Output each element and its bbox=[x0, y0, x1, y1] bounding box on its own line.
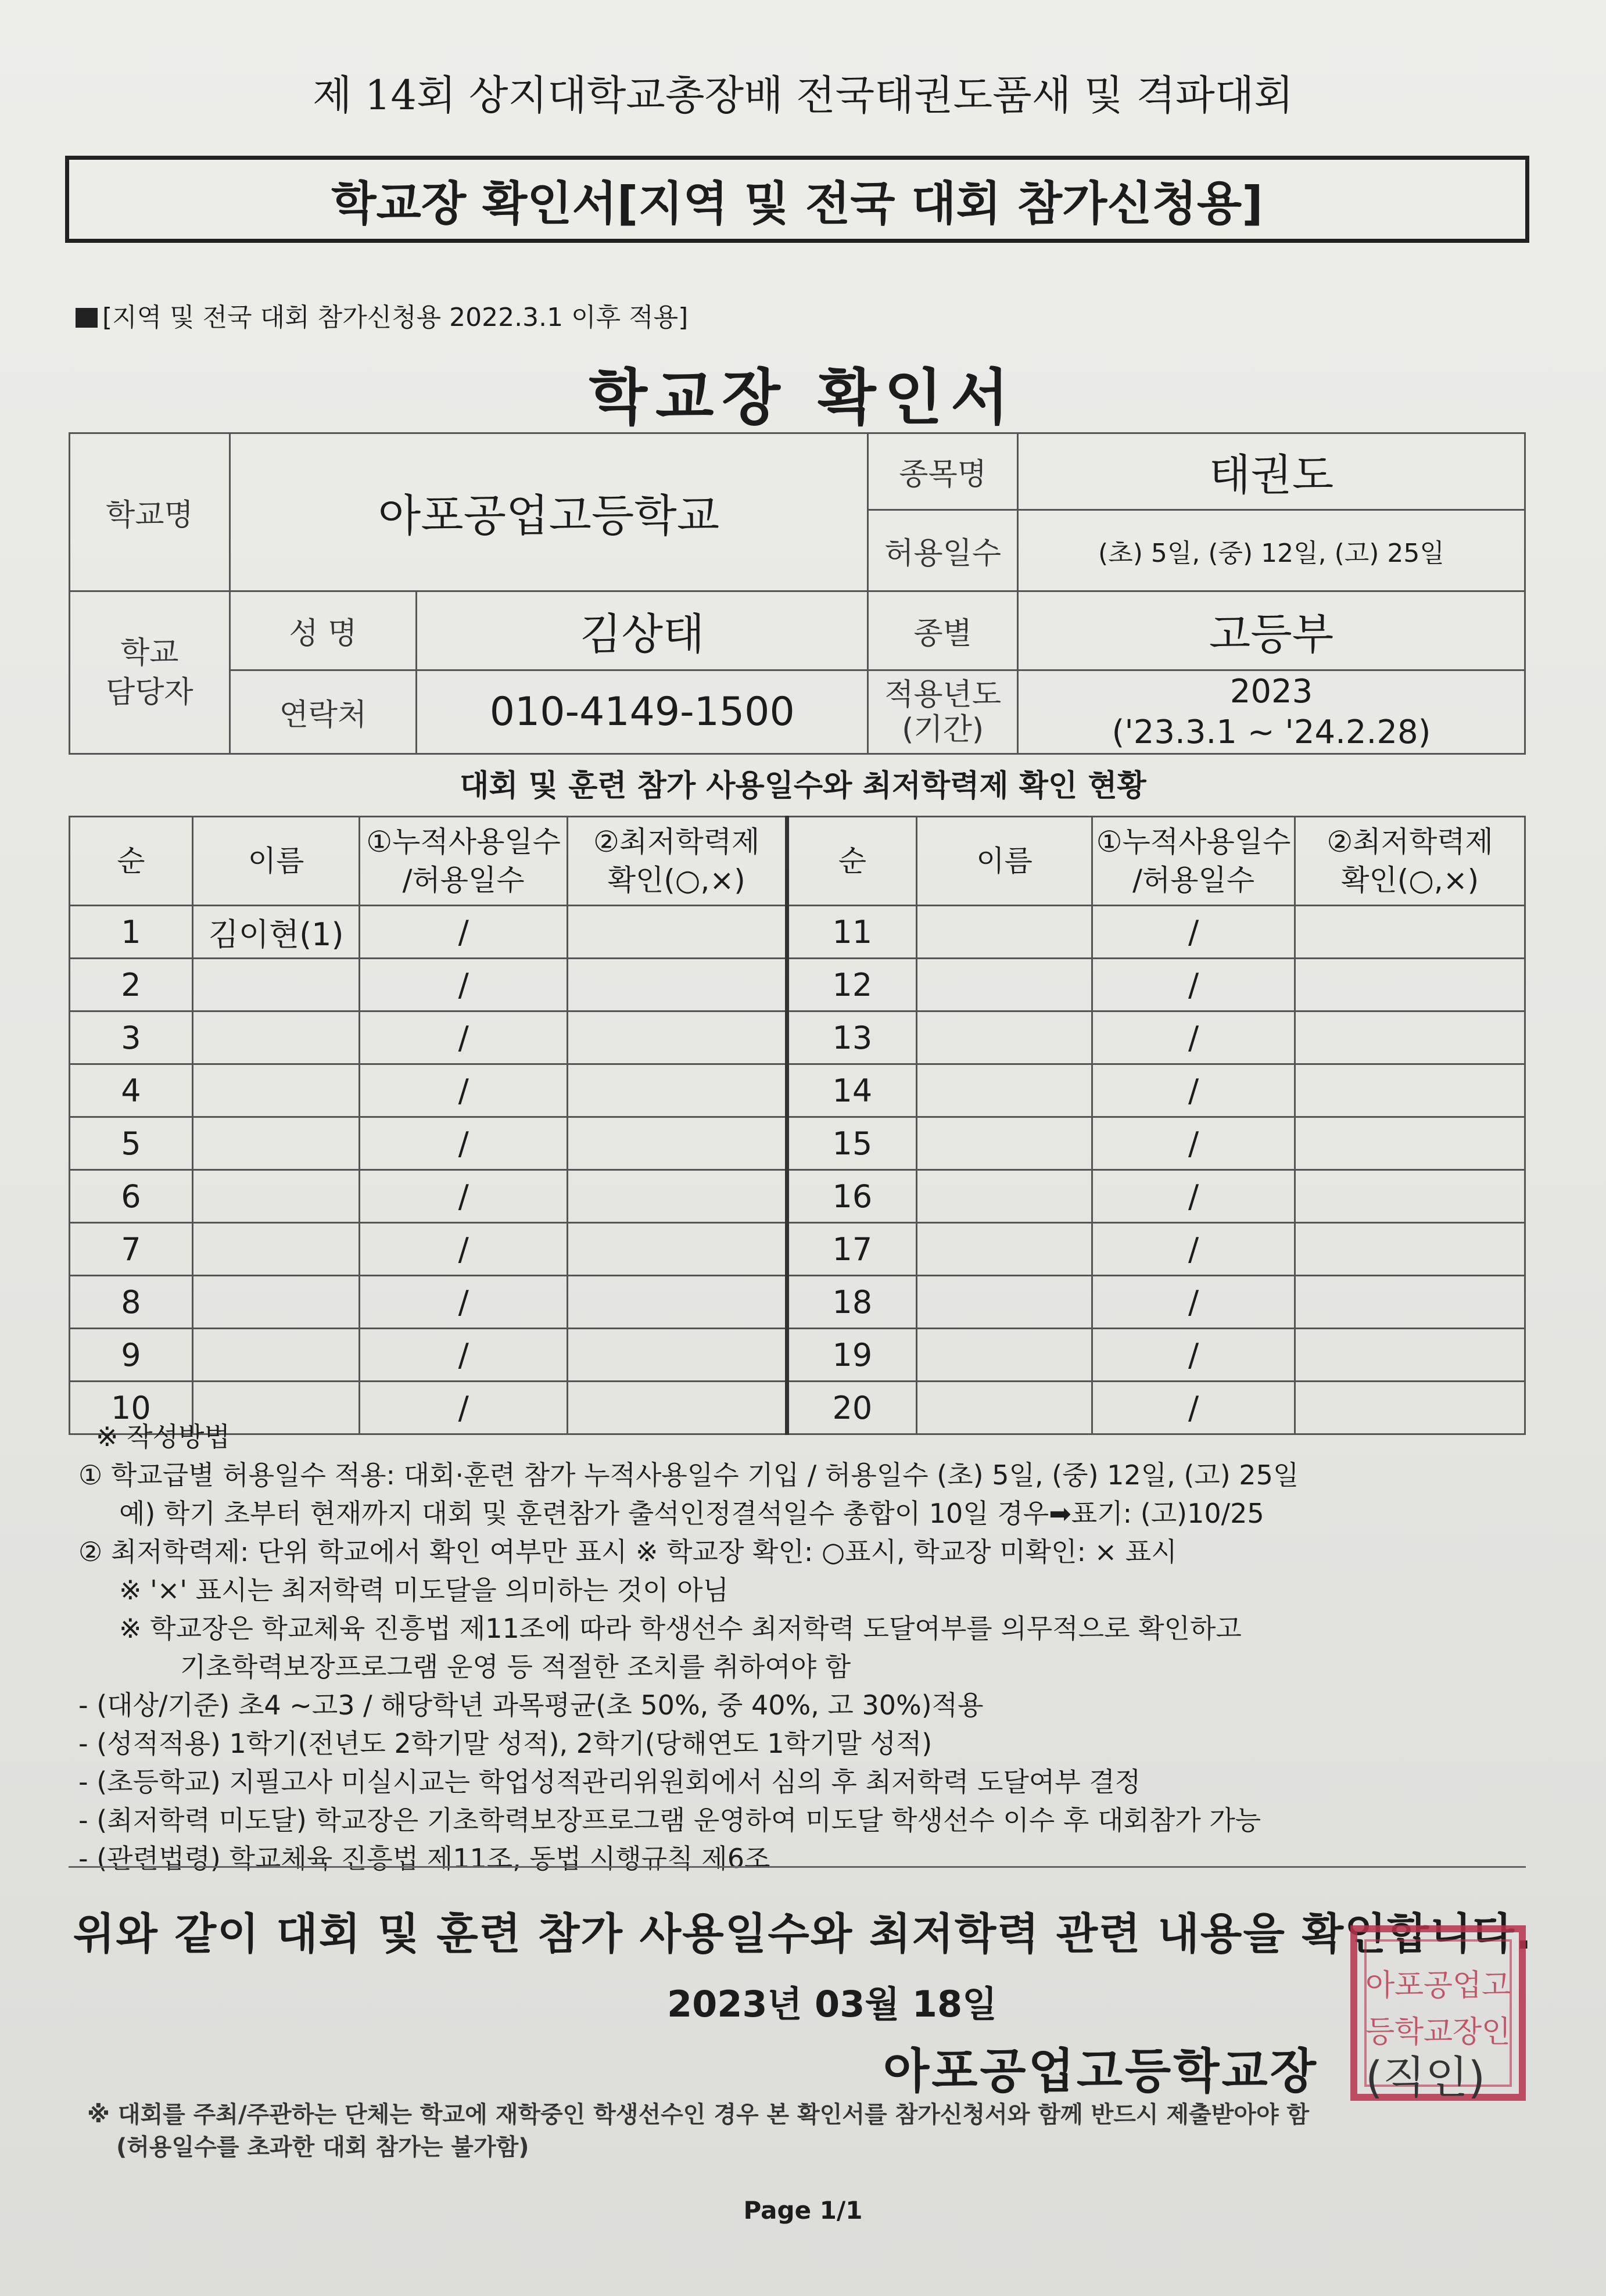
row-no: 6 bbox=[70, 1170, 193, 1223]
note-1-example-tail: 표기: (고)10/25 bbox=[1071, 1498, 1264, 1529]
row-name bbox=[917, 1117, 1092, 1170]
row-name bbox=[192, 1170, 360, 1223]
detail-3: - (초등학교) 지필고사 미실시교는 학업성적관리위원회에서 심의 후 최저학력 도달여부 결정 bbox=[78, 1766, 1141, 1798]
header-check: ②최저학력제 확인(○,×) bbox=[567, 817, 787, 906]
row-check bbox=[1295, 1329, 1525, 1382]
table-row bbox=[70, 959, 1525, 1011]
divider bbox=[69, 1866, 1526, 1868]
header-check: ②최저학력제 확인(○,×) bbox=[1295, 817, 1525, 906]
form-title-box bbox=[65, 156, 1529, 243]
row-days: / bbox=[1092, 1329, 1295, 1382]
row-days: / bbox=[1092, 959, 1295, 1011]
footer-note-line-2: (허용일수를 초과한 대회 참가는 불가함) bbox=[116, 2134, 529, 2161]
row-check bbox=[567, 906, 787, 959]
row-name bbox=[917, 1011, 1092, 1064]
row-days: / bbox=[360, 959, 568, 1011]
table-row bbox=[70, 906, 1525, 959]
detail-2: - (성적적용) 1학기(전년도 2학기말 성적), 2학기(당해연도 1학기말 성적) bbox=[78, 1728, 933, 1759]
status-title: 대회 및 훈련 참가 사용일수와 최저학력제 확인 현황 bbox=[460, 769, 1146, 803]
header-days: ①누적사용일수 /허용일수 bbox=[1092, 817, 1295, 906]
note-1: ① 학교급별 허용일수 적용: 대회·훈련 참가 누적사용일수 기입 / 허용일수 (초) 5일, (중) 12일, (고) 25일 bbox=[78, 1459, 1299, 1491]
row-name bbox=[917, 1329, 1092, 1382]
row-check bbox=[1295, 1064, 1525, 1117]
row-days: / bbox=[360, 1117, 568, 1170]
table-row bbox=[70, 1064, 1525, 1117]
row-check bbox=[1295, 959, 1525, 1011]
row-days: / bbox=[1092, 1382, 1295, 1434]
contact-value: 010-4149-1500 bbox=[417, 670, 868, 754]
row-name bbox=[917, 1223, 1092, 1276]
row-check bbox=[1295, 1170, 1525, 1223]
row-no: 9 bbox=[70, 1329, 193, 1382]
note-1-example bbox=[78, 1494, 1543, 1533]
square-bullet-icon bbox=[76, 308, 98, 328]
row-check bbox=[567, 1064, 787, 1117]
footer-note-line-1: ※ 대회를 주최/주관하는 단체는 학교에 재학중인 학생선수인 경우 본 확인서를 참가신청서와 함께 반드시 제출받아야 함 bbox=[87, 2101, 1310, 2128]
row-days: / bbox=[1092, 1064, 1295, 1117]
note-2-b-continued: 기초학력보장프로그램 운영 등 적절한 조치를 취하여야 함 bbox=[180, 1651, 851, 1682]
info-table bbox=[69, 432, 1526, 755]
row-name bbox=[192, 1064, 360, 1117]
row-days: / bbox=[1092, 1011, 1295, 1064]
row-no: 10 bbox=[70, 1382, 193, 1434]
status-table-header bbox=[70, 817, 1525, 906]
row-no: 16 bbox=[787, 1170, 917, 1223]
document-title: 학교장 확인서 bbox=[589, 362, 1017, 433]
row-no: 17 bbox=[787, 1223, 917, 1276]
row-days: / bbox=[360, 1223, 568, 1276]
row-days: / bbox=[1092, 1117, 1295, 1170]
row-name bbox=[917, 1170, 1092, 1223]
row-name: 김이현(1) bbox=[192, 906, 360, 959]
row-days: / bbox=[360, 1329, 568, 1382]
header-name: 이름 bbox=[192, 817, 360, 906]
row-no: 20 bbox=[787, 1382, 917, 1434]
row-no: 8 bbox=[70, 1276, 193, 1329]
contact-label: 연락처 bbox=[230, 670, 417, 754]
scope-note-text: [지역 및 전국 대회 참가신청용 2022.3.1 이후 적용] bbox=[102, 303, 689, 332]
detail-5: - (관련법령) 학교체육 진흥법 제11조, 동법 시행규칙 제6조 bbox=[78, 1843, 770, 1874]
header-name: 이름 bbox=[917, 817, 1092, 906]
row-no: 15 bbox=[787, 1117, 917, 1170]
row-check bbox=[567, 1011, 787, 1064]
row-check bbox=[567, 1329, 787, 1382]
row-days: / bbox=[1092, 1223, 1295, 1276]
note-2-a: ※ '×' 표시는 최저학력 미도달을 의미하는 것이 아님 bbox=[119, 1574, 729, 1606]
footer-note bbox=[87, 2098, 1540, 2164]
manager-name-label: 성 명 bbox=[230, 591, 417, 670]
row-check bbox=[1295, 1223, 1525, 1276]
row-check bbox=[1295, 1011, 1525, 1064]
row-no: 4 bbox=[70, 1064, 193, 1117]
row-days: / bbox=[360, 1011, 568, 1064]
notes-heading: ※ 작성방법 bbox=[96, 1421, 230, 1452]
note-2: ② 최저학력제: 단위 학교에서 확인 여부만 표시 ※ 학교장 확인: ○표시, 학교장 미확인: × 표시 bbox=[78, 1536, 1177, 1567]
row-name bbox=[917, 959, 1092, 1011]
row-days: / bbox=[360, 1382, 568, 1434]
row-days: / bbox=[1092, 1170, 1295, 1223]
row-name bbox=[192, 1223, 360, 1276]
row-no: 12 bbox=[787, 959, 917, 1011]
page-number: Page 1/1 bbox=[743, 2196, 863, 2225]
division-label: 종별 bbox=[868, 591, 1018, 670]
days-label: 허용일수 bbox=[868, 510, 1018, 591]
row-no: 11 bbox=[787, 906, 917, 959]
school-name-label: 학교명 bbox=[70, 433, 230, 591]
confirmation-statement: 위와 같이 대회 및 훈련 참가 사용일수와 최저학력 관련 내용을 확인합니다. bbox=[73, 1909, 1533, 1959]
division-value: 고등부 bbox=[1017, 591, 1525, 670]
row-name bbox=[192, 1117, 360, 1170]
row-no: 14 bbox=[787, 1064, 917, 1117]
year-cell bbox=[1017, 670, 1525, 754]
event-title: 제 14회 상지대학교총장배 전국태권도품새 및 격파대회 bbox=[313, 71, 1293, 119]
form-title: 학교장 확인서[지역 및 전국 대회 참가신청용] bbox=[331, 176, 1263, 231]
row-name bbox=[192, 1276, 360, 1329]
row-name bbox=[917, 1064, 1092, 1117]
svg-text:아포공업고: 아포공업고 bbox=[1365, 1968, 1511, 2003]
row-check bbox=[567, 1117, 787, 1170]
table-row bbox=[70, 1276, 1525, 1329]
row-no: 5 bbox=[70, 1117, 193, 1170]
row-check bbox=[567, 1223, 787, 1276]
row-no: 3 bbox=[70, 1011, 193, 1064]
event-label: 종목명 bbox=[868, 433, 1018, 510]
row-no: 19 bbox=[787, 1329, 917, 1382]
row-check bbox=[1295, 1276, 1525, 1329]
row-check bbox=[567, 1276, 787, 1329]
row-no: 18 bbox=[787, 1276, 917, 1329]
row-name bbox=[917, 1276, 1092, 1329]
table-row bbox=[70, 1117, 1525, 1170]
year-value: 2023 bbox=[1229, 672, 1313, 711]
issue-date: 2023년 03월 18일 bbox=[667, 1983, 997, 2025]
row-days: / bbox=[360, 906, 568, 959]
note-2-b: ※ 학교장은 학교체육 진흥법 제11조에 따라 학생선수 최저학력 도달여부를 의무적으로 확인하고 bbox=[119, 1613, 1242, 1644]
row-no: 1 bbox=[70, 906, 193, 959]
days-value: (초) 5일, (중) 12일, (고) 25일 bbox=[1017, 510, 1525, 591]
row-days: / bbox=[1092, 1276, 1295, 1329]
row-days: / bbox=[1092, 906, 1295, 959]
row-days: / bbox=[360, 1276, 568, 1329]
period-value: ('23.3.1 ~ '24.2.28) bbox=[1112, 713, 1431, 751]
table-row bbox=[70, 1170, 1525, 1223]
row-check bbox=[567, 959, 787, 1011]
header-days: ①누적사용일수 /허용일수 bbox=[360, 817, 568, 906]
seal-label: (직인) bbox=[1365, 2051, 1486, 2103]
svg-text:등학교장인: 등학교장인 bbox=[1365, 2015, 1511, 2050]
row-check bbox=[1295, 1117, 1525, 1170]
manager-label: 학교 담당자 bbox=[70, 591, 230, 754]
row-check bbox=[1295, 906, 1525, 959]
row-no: 2 bbox=[70, 959, 193, 1011]
event-value: 태권도 bbox=[1017, 433, 1525, 510]
writing-instructions bbox=[78, 1418, 1543, 1878]
school-name-value: 아포공업고등학교 bbox=[230, 433, 868, 591]
manager-name-value: 김상태 bbox=[417, 591, 868, 670]
row-name bbox=[192, 1011, 360, 1064]
year-label: 적용년도 (기간) bbox=[868, 670, 1018, 754]
table-row bbox=[70, 1329, 1525, 1382]
detail-4: - (최저학력 미도달) 학교장은 기초학력보장프로그램 운영하여 미도달 학생선수 이수 후 대회참가 가능 bbox=[78, 1804, 1261, 1836]
detail-1: - (대상/기준) 초4 ~고3 / 해당학년 과목평균(초 50%, 중 40%, 고 30%)적용 bbox=[78, 1689, 984, 1721]
row-days: / bbox=[360, 1064, 568, 1117]
header-no: 순 bbox=[70, 817, 193, 906]
table-row bbox=[70, 1011, 1525, 1064]
row-no: 7 bbox=[70, 1223, 193, 1276]
row-check bbox=[567, 1170, 787, 1223]
status-table bbox=[69, 816, 1526, 1435]
scope-note bbox=[76, 296, 688, 333]
principal-title: 아포공업고등학교장 bbox=[883, 2044, 1318, 2099]
row-name bbox=[192, 959, 360, 1011]
row-days: / bbox=[360, 1170, 568, 1223]
table-row bbox=[70, 1223, 1525, 1276]
note-1-example-text: 예) 학기 초부터 현재까지 대회 및 훈련참가 출석인정결석일수 총합이 10일 경우 bbox=[119, 1498, 1049, 1529]
row-name bbox=[192, 1329, 360, 1382]
header-no: 순 bbox=[787, 817, 917, 906]
arrow-right-icon: ➡ bbox=[1049, 1498, 1071, 1529]
row-no: 13 bbox=[787, 1011, 917, 1064]
row-name bbox=[917, 906, 1092, 959]
